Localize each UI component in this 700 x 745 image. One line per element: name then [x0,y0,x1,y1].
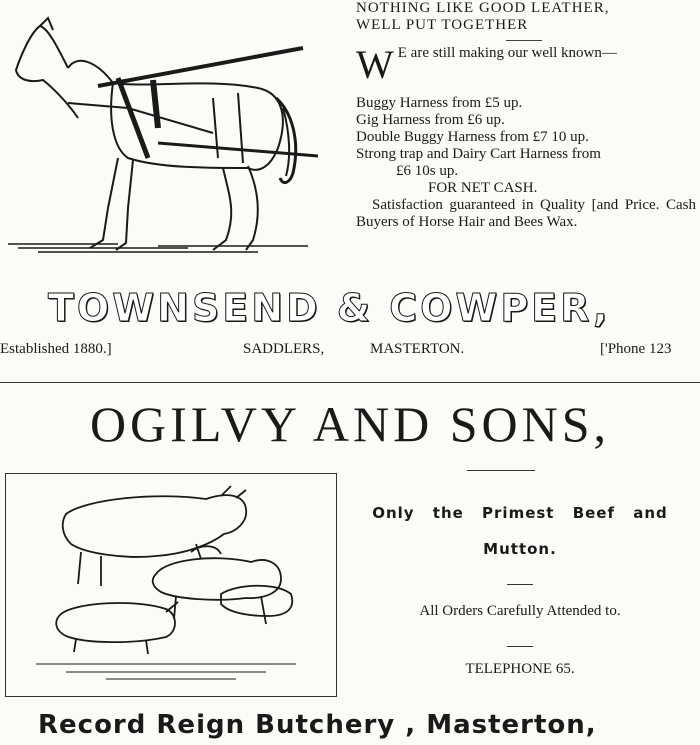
headline-line-2: WELL PUT TOGETHER [356,17,529,33]
butchery-name: Record Reign Butchery , Masterton, [38,710,597,740]
price-list [356,95,696,231]
price-item: Buggy Harness from £5 up. [356,95,523,111]
short-divider [507,584,533,585]
firm-name-ogilvy: OGILVY AND SONS, [89,396,611,452]
harness-advertisement-text [356,0,696,231]
short-divider [467,470,535,471]
price-item-continued: £6 10s up. [396,163,459,179]
intro-paragraph [356,45,696,83]
trade-label: SADDLERS, [243,341,325,357]
divider [506,40,542,41]
orders-note: All Orders Carefully Attended to. [419,603,621,619]
intro-text: E are still making our well known— [397,45,617,61]
phone-number: ['Phone 123 [600,341,672,357]
net-cash-note: FOR NET CASH. [428,180,538,196]
headline-line-1: NOTHING LIKE GOOD LEATHER, [356,0,610,16]
firm-name-townsend-cowper: TOWNSEND & COWPER, [48,286,611,330]
telephone-number: TELEPHONE 65. [465,661,575,677]
town-label: MASTERTON. [370,341,465,357]
price-item: Double Buggy Harness from £7 10 up. [356,129,589,145]
butchery-advertisement-text [340,480,700,678]
firm-details-row [0,341,700,361]
livestock-illustration [5,473,337,697]
short-divider [507,646,533,647]
price-item: Gig Harness from £6 up. [356,112,505,128]
satisfaction-note: Satisfaction guaranteed in Quality [and Price. Cash Buyers of Horse Hair and Bees Wax. [356,197,696,230]
tagline-line-2: Mutton. [483,540,557,558]
section-divider [0,382,700,383]
tagline-line-1: Only the Primest Beef and [372,504,668,522]
price-item: Strong trap and Dairy Cart Harness from [356,146,601,162]
horse-and-harness-illustration [8,8,338,258]
drop-cap: W [356,45,394,83]
established-date: Established 1880.] [0,341,112,357]
